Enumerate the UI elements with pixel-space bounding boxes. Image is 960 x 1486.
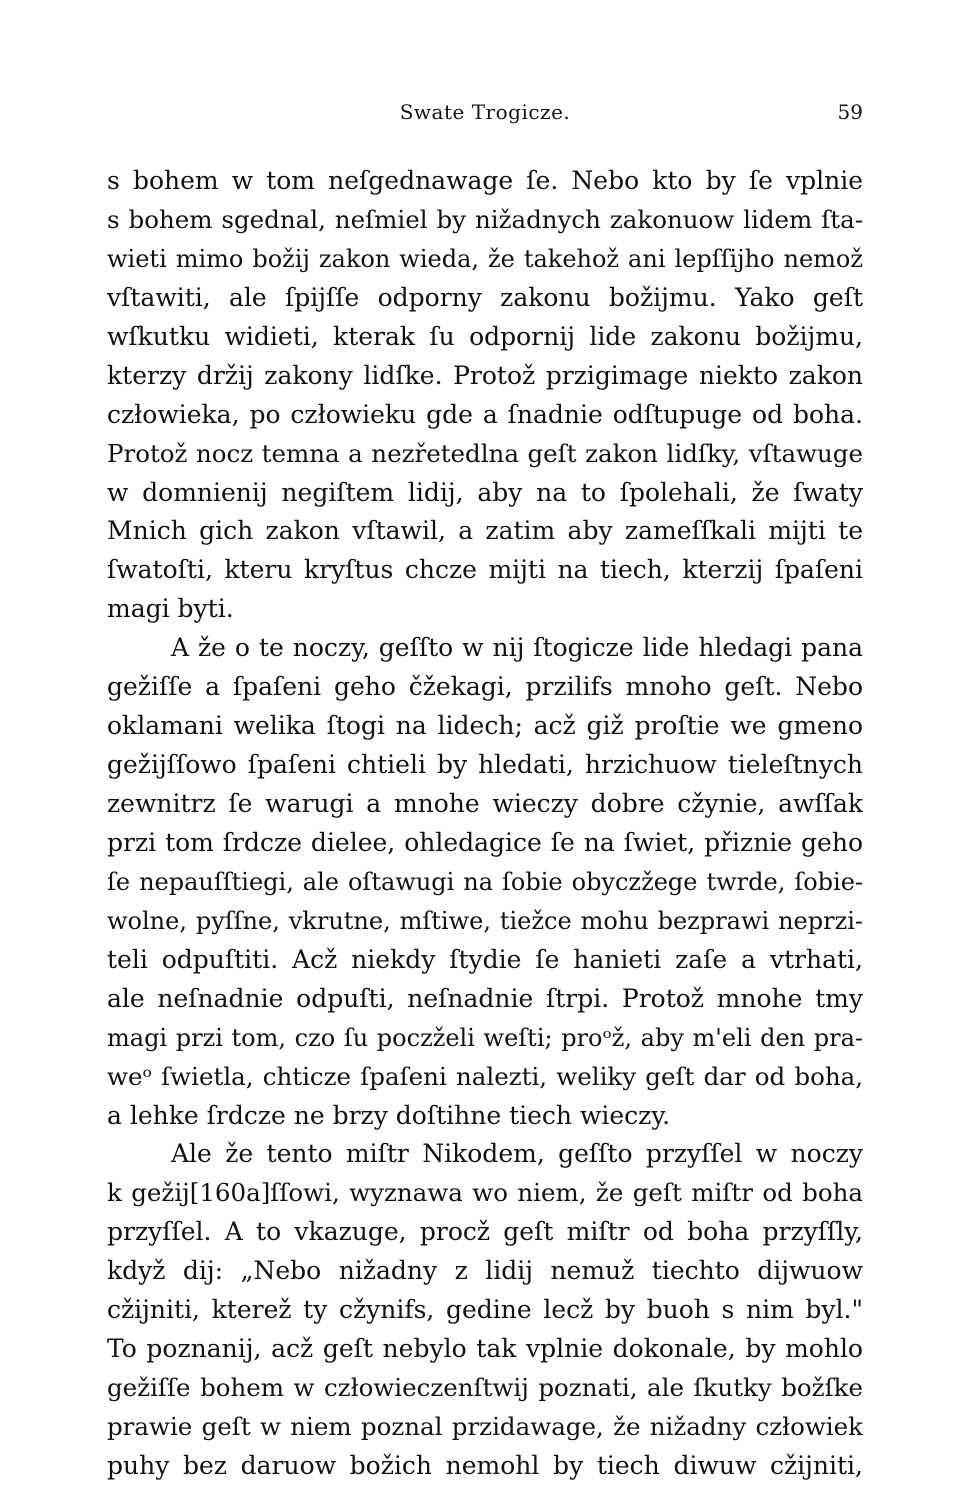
text-line: s bohem w tom neſgednawage ſe. Nebo kto by ſe vplnie xyxy=(107,166,863,195)
text-line: vſtawiti, ale ſpijſſe odporny zakonu božijmu. Yako geſt xyxy=(107,282,863,312)
text-line: To poznanij, acž geſt nebylo tak vplnie dokonale, by mohlo xyxy=(107,1334,863,1364)
text-line: magi przi tom, czo ſu poczželi weſti; proᵒž, aby m'eli den pra- xyxy=(107,1023,863,1052)
text-line: człowieka, po człowieku gde a ſnadnie odſtupuge od boha. xyxy=(107,399,863,429)
text-line: weᵒ ſwietla, chticze ſpaſeni nalezti, weliky geſt dar od boha, xyxy=(107,1061,863,1091)
text-line: wolne, pyſſne, vkrutne, mſtiwe, tiežce mohu bezprawi neprzi- xyxy=(107,906,863,935)
page-header xyxy=(107,100,863,130)
text-line: teli odpuſtiti. Acž niekdy ſtydie ſe hanieti zaſe a vtrhati, xyxy=(107,944,863,974)
text-line: zewnitrz ſe warugi a mnohe wieczy dobre cžynie, awſſak xyxy=(107,789,863,818)
text-line: ſwatoſti, kteru kryſtus chcze mijti na tiech, kterzij ſpaſeni xyxy=(107,555,863,585)
text-line: kterzy držij zakony lidſke. Protož przigimage niekto zakon xyxy=(107,360,863,390)
text-line: wieti mimo božij zakon wieda, že takehož ani lepſſijho nemož xyxy=(107,244,863,273)
text-line: przyſſel. A to vkazuge, procž geſt miſtr od boha przyſſly, xyxy=(107,1217,863,1247)
text-line: k gežij[160a]ſſowi, wyznawa wo niem, že geſt miſtr od boha xyxy=(107,1178,863,1208)
text-line: przi tom ſrdcze dielee, ohledagice ſe na ſwiet, přiznie geho xyxy=(107,827,863,857)
text-line: puhy bez daruow božich nemohl by tiech diwuw cžijniti, xyxy=(107,1450,863,1480)
text-line: cžijniti, kterež ty cžynifs, gedine lecž by buoh s nim byl." xyxy=(107,1295,863,1325)
text-line: gežijſſowo ſpaſeni chtieli by hledati, hrzichuow tieleſtnych xyxy=(107,750,863,780)
text-line: ſe nepauſſtiegi, ale oſtawugi na ſobie obyczžege twrde, ſobie- xyxy=(107,867,863,896)
text-line: ale neſnadnie odpuſti, neſnadnie ſtrpi. Protož mnohe tmy xyxy=(107,983,863,1013)
text-line: wſkutku widieti, kterak ſu odpornij lide zakonu božijmu, xyxy=(107,321,863,351)
running-title: Swate Trogicze. xyxy=(399,100,571,124)
text-line: Mnich gich zakon vſtawil, a zatim aby zameſſkali mijti te xyxy=(107,516,863,546)
text-line: prawie geſt w niem poznal przidawage, že nižadny człowiek xyxy=(107,1412,863,1441)
body-text xyxy=(107,162,863,1486)
text-line: Protož nocz temna a nezřetedlna geſt zakon lidſky, vſtawuge xyxy=(107,438,863,468)
text-line: w domnienij negiſtem lidij, aby na to ſpolehali, že ſwaty xyxy=(107,477,863,507)
text-line: s bohem sgednal, neſmiel by nižadnych zakonuow lidem ſta- xyxy=(107,204,863,234)
text-line: oklamani welika ſtogi na lidech; acž giž proſtie we gmeno xyxy=(107,711,863,741)
text-line: když dij: „Nebo nižadny z lidij nemuž tiechto dijwuow xyxy=(107,1256,863,1286)
text-line: gežiſſe a ſpaſeni geho čžekagi, przilifs mnoho geſt. Nebo xyxy=(107,672,863,702)
text-line: a lehke ſrdcze ne brzy doſtihne tiech wieczy. xyxy=(107,1100,671,1130)
page-number: 59 xyxy=(837,100,863,124)
text-line: gežiſſe bohem w człowieczenſtwij poznati, ale ſkutky božſke xyxy=(107,1373,863,1403)
text-line: Ale že tento miſtr Nikodem, geſſto przyſſel w noczy xyxy=(171,1139,863,1169)
text-line: A že o te noczy, geſſto w nij ſtogicze lide hledagi pana xyxy=(171,633,863,663)
text-line: magi byti. xyxy=(107,594,234,624)
